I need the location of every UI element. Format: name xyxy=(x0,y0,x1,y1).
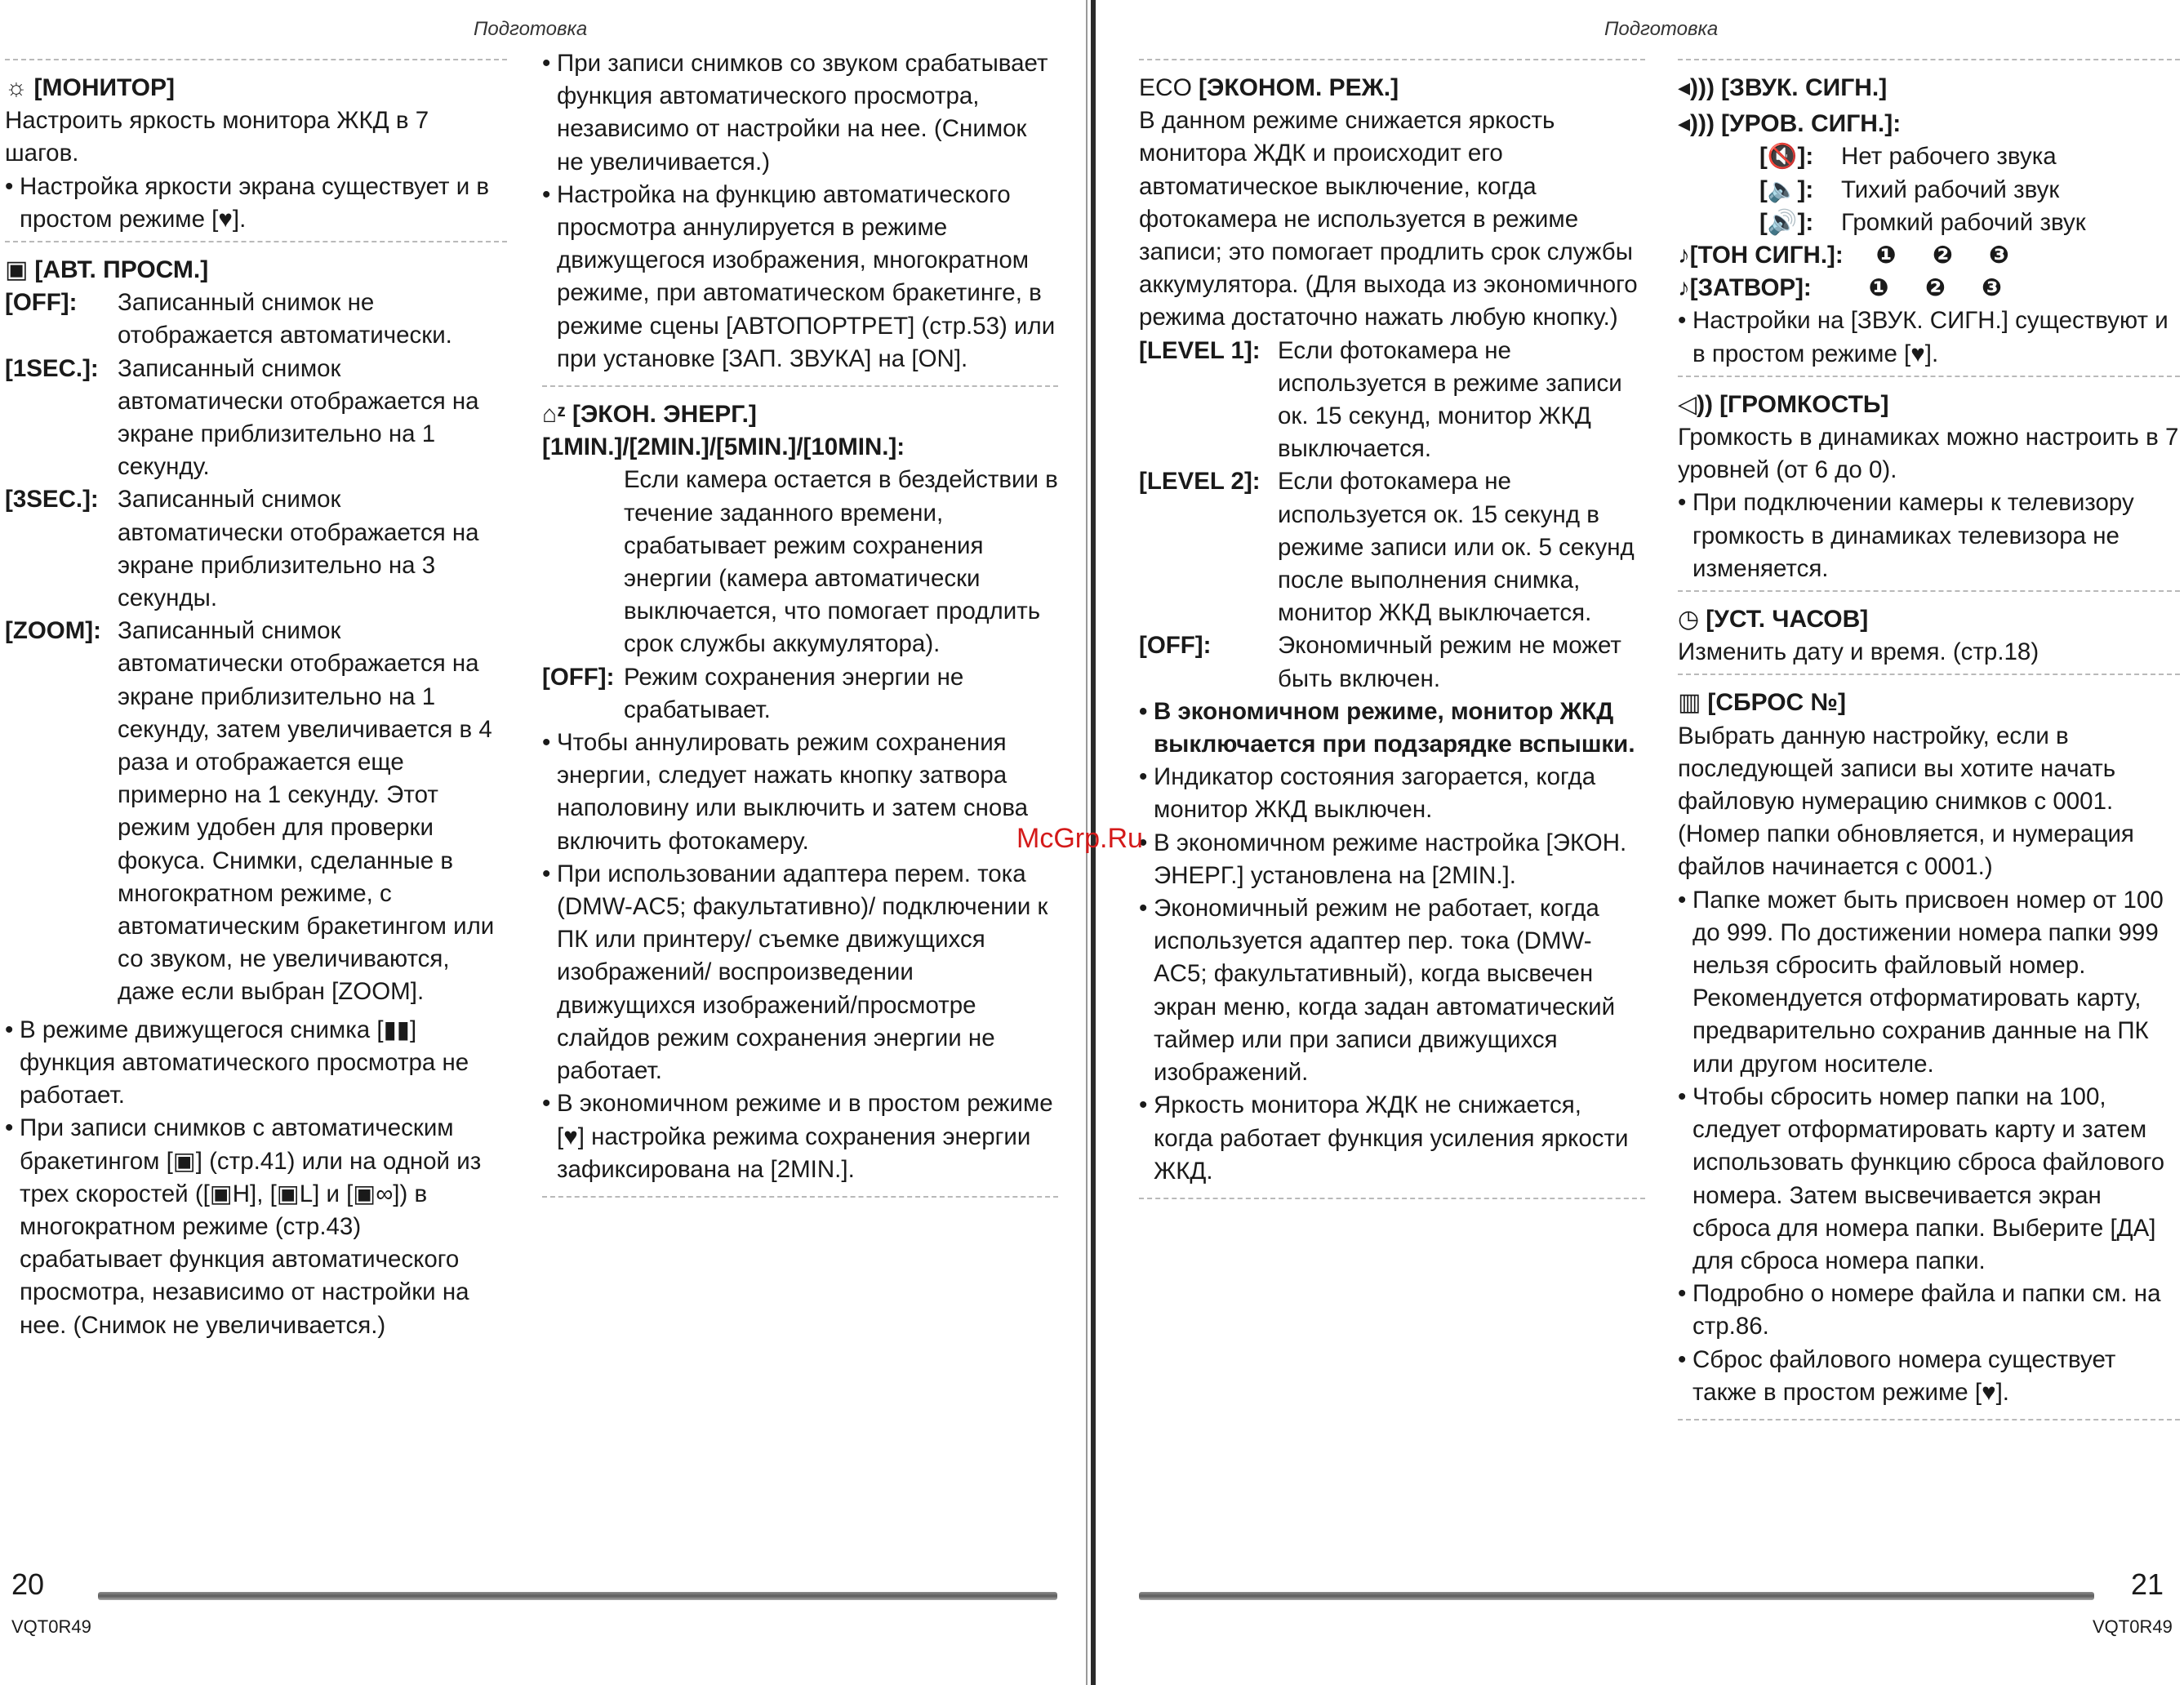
option-row: [OFF]: Режим сохранения энергии не срабатывает. xyxy=(542,663,964,723)
option-row: [3SEC.]: Записанный снимок автоматически отображается на экране приблизительно на 3 секунды. xyxy=(5,486,479,612)
economy-note: • Яркость монитора ЖДК не снижается, когда работает функция усиления яркости ЖКД. xyxy=(1139,1089,1645,1188)
volume-icon: ◁)) xyxy=(1678,390,1714,418)
volume-description: Громкость в динамиках можно настроить в 7 уровней (от 6 до 0). xyxy=(1678,424,2179,484)
clock-description: Изменить дату и время. (стр.18) xyxy=(1678,638,2039,666)
power-save-note: • В экономичном режиме и в простом режиме [♥] настройка режима сохранения энергии зафиксирована на [2MIN.]. xyxy=(542,1087,1058,1186)
monitor-section-title: ☼ [МОНИТОР] xyxy=(5,72,507,104)
bottom-bar-left xyxy=(98,1592,1057,1600)
volume-section-title: ◁)) [ГРОМКОСТЬ] xyxy=(1678,389,2180,421)
speaker-icon: ◂))) xyxy=(1678,110,1715,138)
beep-level-row: [🔊]: Громкий рабочий звук xyxy=(1759,208,2086,236)
reset-note: • Сброс файлового номера существует также в простом режиме [♥]. xyxy=(1678,1344,2180,1409)
divider xyxy=(1678,1419,2180,1420)
auto-review-note: • В режиме движущегося снимка [▮▮] функция автоматического просмотра не работает. xyxy=(5,1014,507,1113)
divider xyxy=(1139,1198,1645,1199)
shutter-sound-icon: ♪ xyxy=(1678,274,1690,302)
sun-icon: ☼ xyxy=(5,74,28,101)
running-head-left: Подготовка xyxy=(474,18,588,40)
economy-note: • Индикатор состояния загорается, когда монитор ЖКД выключен. xyxy=(1139,761,1645,826)
divider xyxy=(1678,590,2180,592)
option-row: [1SEC.]: Записанный снимок автоматически отображается на экране приблизительно на 1 секунду. xyxy=(5,354,479,481)
auto-review-note: • При записи снимков со звуком срабатывает функция автоматического просмотра, независимо от настройки на нее. (Снимок не увеличивается.) xyxy=(542,47,1058,179)
economy-important-note: • В экономичном режиме, монитор ЖКД выключается при подзарядке вспышки. xyxy=(1139,696,1645,761)
beep-note: • Настройки на [ЗВУК. СИГН.] существуют и в простом режиме [♥]. xyxy=(1678,305,2180,370)
divider xyxy=(1678,674,2180,675)
clock-section-title: ◷ [УСТ. ЧАСОВ] xyxy=(1678,603,2180,636)
running-head-right: Подготовка xyxy=(1604,18,1719,40)
power-save-section-title: ⌂ᶻ [ЭКОН. ЭНЕРГ.] xyxy=(542,398,1058,431)
power-save-note: • Чтобы аннулировать режим сохранения энергии, следует нажать кнопку затвора наполовину или выключить и затем снова включить фотокамеру. xyxy=(542,727,1058,858)
divider xyxy=(1139,59,1645,60)
option-row: [LEVEL 1]: Если фотокамера не используется в режиме записи ок. 15 секунд, монитор ЖКД выключается. xyxy=(1139,336,1622,463)
power-save-options-head: [1MIN.]/[2MIN.]/[5MIN.]/[10MIN.]: xyxy=(542,433,905,461)
watermark: McGrp.Ru xyxy=(1016,823,1143,854)
auto-review-note: • При записи снимков с автоматическим бракетингом [▣] (стр.41) или на одной из трех скоростей ([▣H], [▣L] и [▣∞]) в многократном режиме (стр.43) срабатывает функция автоматического просмотра, независимо от настройки на нее. (Снимок не увеличивается.) xyxy=(5,1112,507,1341)
option-row: [ZOOM]: Записанный снимок автоматически отображается на экране приблизительно на 1 секунду, затем увеличивается в 4 раза и отображается еще примерно на 1 секунду. Этот режим удобен для проверки фокуса. Снимки, сделанные в многократном режиме, с автоматическим бракетингом или со звуком, не увеличиваются, даже если выбран [ZOOM]. xyxy=(5,617,495,1006)
eco-icon: ECO xyxy=(1139,74,1193,101)
option-row: [OFF]: Записанный снимок не отображается автоматически. xyxy=(5,289,452,349)
divider xyxy=(542,1196,1058,1198)
review-icon: ▣ xyxy=(5,256,29,284)
beep-level-row: [🔇]: Нет рабочего звука xyxy=(1759,143,2057,171)
auto-review-note: • Настройка на функцию автоматического просмотра аннулируется в режиме движущегося изображения, многократном режиме, при автоматическом бракетинге, в режиме сцены [АВТОПОРТРЕТ] (стр.53) или при установке [ЗАП. ЗВУКА] на [ON]. xyxy=(542,179,1058,376)
tone-icon: ♪ xyxy=(1678,242,1690,269)
right-page xyxy=(1098,0,2184,1685)
economy-note: • В экономичном режиме настройка [ЭКОН. ЭНЕРГ.] установлена на [2MIN.]. xyxy=(1139,827,1645,892)
reset-note: • Папке может быть присвоен номер от 100 до 999. По достижении номера папки 999 нельзя сбросить файловый номер. Рекомендуется отформатировать карту, предварительно сохранив данные на ПК или другом носителе. xyxy=(1678,884,2180,1081)
economy-section-title: ECO [ЭКОНОМ. РЕЖ.] xyxy=(1139,72,1645,104)
speaker-icon: ◂))) xyxy=(1678,74,1715,101)
beep-section-title: ◂))) [ЗВУК. СИГН.] xyxy=(1678,72,2180,104)
divider xyxy=(5,241,507,242)
right-column-2 xyxy=(1678,59,2180,1432)
divider xyxy=(5,59,507,60)
model-code-right: VQT0R49 xyxy=(2093,1616,2173,1637)
option-row: [OFF]: Экономичный режим не может быть включен. xyxy=(1139,632,1621,692)
reset-description: Выбрать данную настройку, если в последующей записи вы хотите начать файловую нумерацию снимков с 0001. (Номер папки обновляется, и нумерация файлов начинается с 0001.) xyxy=(1678,722,2134,881)
file-number-reset-icon: ▥ xyxy=(1678,689,1701,717)
power-save-icon: ⌂ᶻ xyxy=(542,401,566,429)
clock-icon: ◷ xyxy=(1678,606,1700,634)
reset-note: • Чтобы сбросить номер папки на 100, следует отформатировать карту и затем использовать функцию сброса файлового номера. Затем высвечивается экран сброса для номера папки. Выберите [ДА] для сброса номера папки. xyxy=(1678,1081,2180,1278)
left-page xyxy=(0,0,1086,1685)
beep-level-title: ◂))) [УРОВ. СИГН.]: xyxy=(1678,108,2180,140)
beep-level-row: [🔈]: Тихий рабочий звук xyxy=(1759,176,2060,203)
power-save-note: • При использовании адаптера перем. тока (DMW-AC5; факультативно)/ подключении к ПК или принтеру/ съемке движущихся изображений/ воспроизведении движущихся изображений/просмотре слайдов режим сохранения энергии не работает. xyxy=(542,858,1058,1087)
reset-section-title: ▥ [СБРОС №] xyxy=(1678,687,2180,719)
left-column-1 xyxy=(5,59,507,1342)
monitor-description: Настроить яркость монитора ЖКД в 7 шагов. xyxy=(5,107,429,167)
economy-description: В данном режиме снижается яркость монитора ЖДК и происходит его автоматическое выключение, когда фотокамера не используется в режиме записи; это помогает продлить срок службы аккумулятора. (Для выхода из экономичного режима достаточно нажать любую кнопку.) xyxy=(1139,107,1638,331)
shutter-sound-row: ♪ [ЗАТВОР]: ❶ ❷ ❸ xyxy=(1678,272,2180,305)
power-save-options-text: Если камера остается в бездействии в течение заданного времени, срабатывает режим сохранения энергии (камера автоматически выключается, что помогает продлить срок службы аккумулятора). xyxy=(624,466,1058,658)
divider xyxy=(1678,59,2180,60)
divider xyxy=(1678,376,2180,377)
page-number-left: 20 xyxy=(11,1567,45,1601)
divider xyxy=(542,385,1058,387)
page-number-right: 21 xyxy=(2131,1567,2164,1601)
reset-note: • Подробно о номере файла и папки см. на стр.86. xyxy=(1678,1278,2180,1343)
auto-review-section-title: ▣ [АВТ. ПРОСМ.] xyxy=(5,254,507,287)
volume-note: • При подключении камеры к телевизору громкость в динамиках телевизора не изменяется. xyxy=(1678,487,2180,585)
bottom-bar-right xyxy=(1139,1592,2094,1600)
beep-tone-row: ♪ [ТОН СИГН.]: ❶ ❷ ❸ xyxy=(1678,239,2180,272)
left-column-2 xyxy=(542,47,1058,1209)
right-column-1 xyxy=(1139,59,1645,1211)
monitor-note: • Настройка яркости экрана существует и в простом режиме [♥]. xyxy=(5,171,507,236)
economy-note: • Экономичный режим не работает, когда используется адаптер пер. тока (DMW-AC5; факультативный), когда высвечен экран меню, когда задан автоматический таймер или при записи движущихся изображений. xyxy=(1139,892,1645,1089)
model-code-left: VQT0R49 xyxy=(11,1616,91,1637)
option-row: [LEVEL 2]: Если фотокамера не используется ок. 15 секунд в режиме записи или ок. 5 секунд после выполнения снимка, монитор ЖКД выключается. xyxy=(1139,468,1635,627)
